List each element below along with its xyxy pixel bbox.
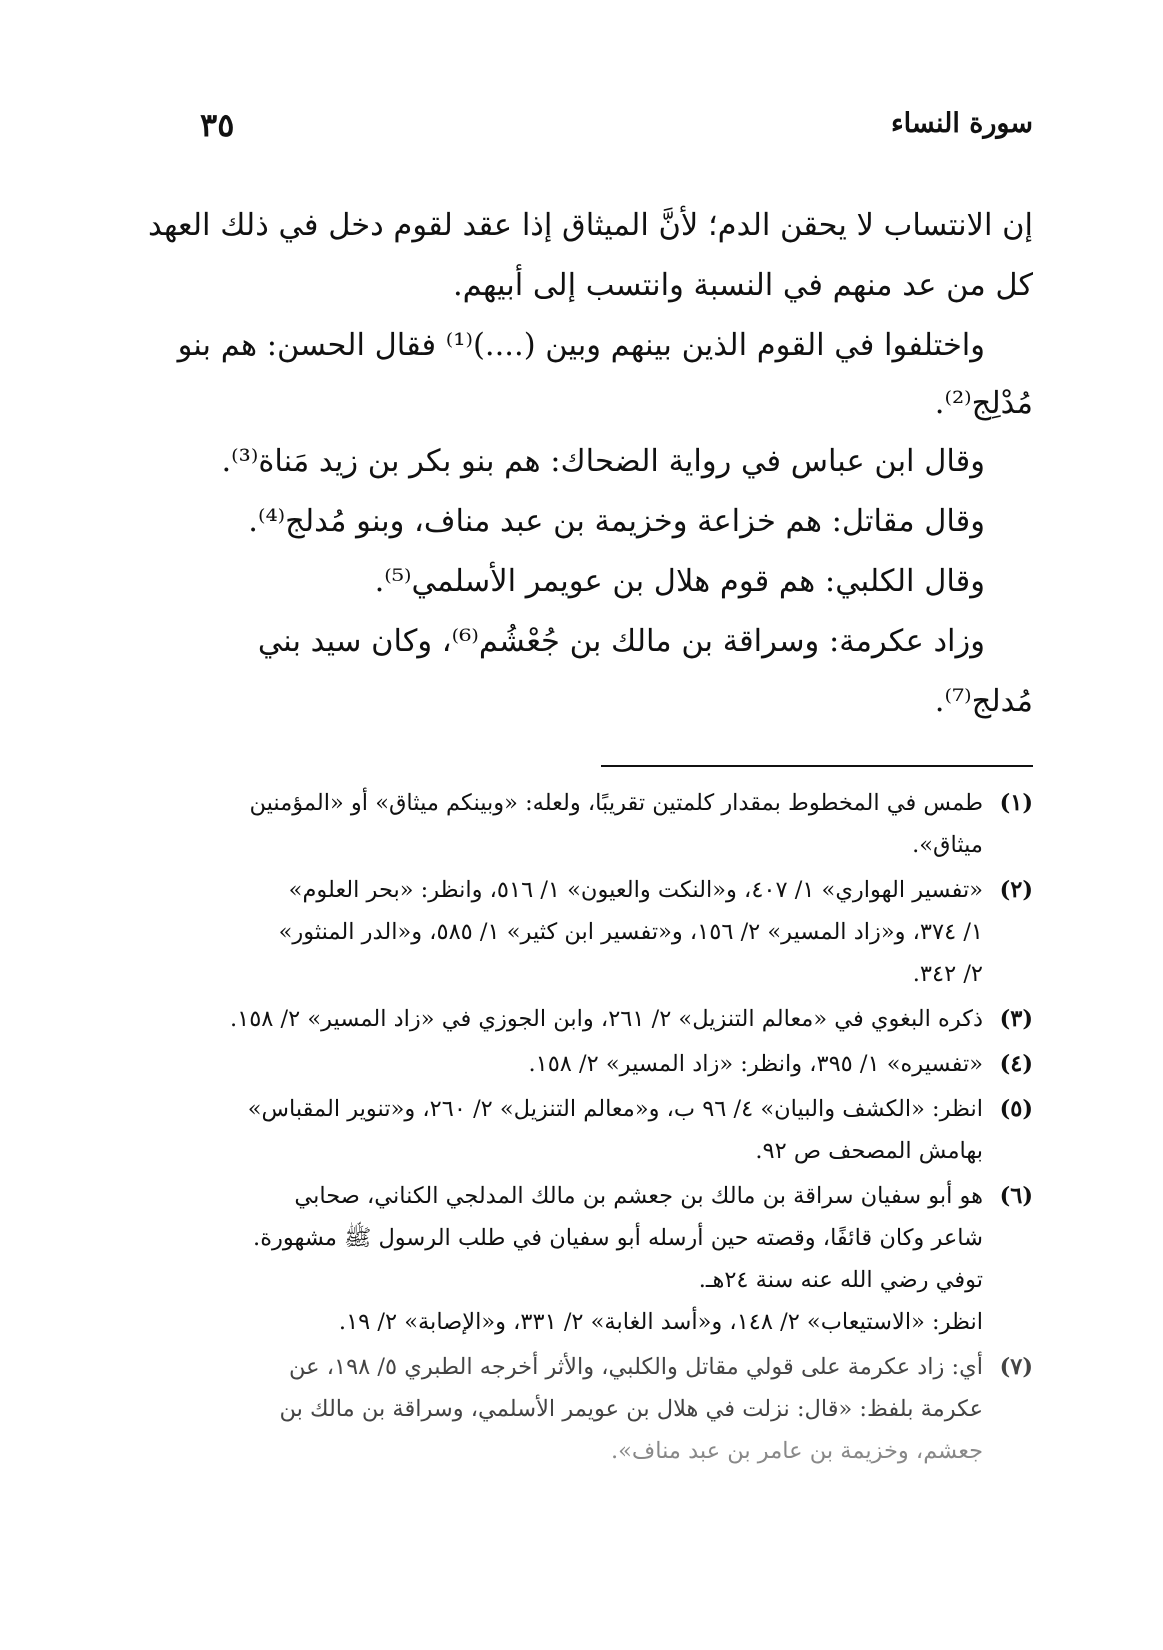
footnote-6: [130, 1175, 1033, 1343]
footnote-2: [130, 869, 1033, 995]
footnote-line: انظر: «الكشف والبيان» ٤/ ٩٦ ب، و«معالم التنزيل» ٢/ ٢٦٠، و«تنوير المقباس»: [247, 1096, 983, 1122]
footnote-number: (٦): [999, 1183, 1033, 1209]
page-header: [130, 108, 1033, 152]
footnote-4: [130, 1043, 1033, 1085]
footnote-separator: [601, 765, 1033, 767]
footnote-line: ذكره البغوي في «معالم التنزيل» ٢/ ٢٦١، وابن الجوزي في «زاد المسير» ٢/ ١٥٨.: [229, 1006, 983, 1032]
text-line: مُدْلِج⁽²⁾.: [934, 386, 1033, 421]
text-line: كل من عد منهم في النسبة وانتسب إلى أبيهم.: [452, 268, 1033, 303]
footnote-line: شاعر وكان قائفًا، وقصته حين أرسله أبو سفيان في طلب الرسول ﷺ مشهورة.: [253, 1225, 983, 1251]
footnote-1: [130, 782, 1033, 866]
text-line: وقال مقاتل: هم خزاعة وخزيمة بن عبد مناف، وبنو مُدلج⁽⁴⁾.: [248, 504, 985, 539]
footnote-line: «تفسيره» ١/ ٣٩٥، وانظر: «زاد المسير» ٢/ ١٥٨.: [528, 1051, 983, 1077]
footnote-number: (١): [999, 790, 1033, 816]
text-line: إن الانتساب لا يحقن الدم؛ لأنَّ الميثاق إذا عقد لقوم دخل في ذلك العهد: [147, 208, 1033, 243]
footnote-5: [130, 1088, 1033, 1172]
footnote-line: انظر: «الاستيعاب» ٢/ ١٤٨، و«أسد الغابة» ٢/ ٣٣١، و«الإصابة» ٢/ ١٩.: [338, 1309, 983, 1335]
footnote-number: (٢): [999, 877, 1033, 903]
footnote-line: جعشم، وخزيمة بن عامر بن عبد مناف».: [611, 1438, 983, 1464]
footnote-7: [130, 1346, 1033, 1472]
footnote-line: أي: زاد عكرمة على قولي مقاتل والكلبي، والأثر أخرجه الطبري ٥/ ١٩٨، عن: [289, 1354, 983, 1380]
footnote-number: (٤): [999, 1051, 1033, 1077]
footnote-line: عكرمة بلفظ: «قال: نزلت في هلال بن عويمر الأسلمي، وسراقة بن مالك بن: [279, 1396, 983, 1422]
page-number: ٣٥: [200, 106, 235, 144]
text-line: واختلفوا في القوم الذين بينهم وبين (....)⁽¹⁾ فقال الحسن: هم بنو: [177, 328, 985, 363]
footnote-line: توفي رضي الله عنه سنة ٢٤هـ.: [698, 1267, 983, 1293]
footnote-3: [130, 998, 1033, 1040]
main-text: [130, 196, 1033, 732]
surah-title: سورة النساء: [890, 108, 1033, 139]
footnote-number: (٧): [999, 1354, 1033, 1380]
text-line: وقال الكلبي: هم قوم هلال بن عويمر الأسلمي⁽⁵⁾.: [374, 564, 985, 599]
footnote-line: ٢/ ٣٤٢.: [912, 961, 983, 987]
footnote-line: طمس في المخطوط بمقدار كلمتين تقريبًا، ولعله: «وبينكم ميثاق» أو «المؤمنين: [249, 790, 983, 816]
text-line: مُدلج⁽⁷⁾.: [934, 684, 1033, 719]
footnote-line: ١/ ٣٧٤، و«زاد المسير» ٢/ ١٥٦، و«تفسير ابن كثير» ١/ ٥٨٥، و«الدر المنثور»: [278, 919, 983, 945]
footnotes: [130, 782, 1033, 1475]
footnote-line: هو أبو سفيان سراقة بن مالك بن جعشم بن مالك المدلجي الكناني، صحابي: [294, 1183, 983, 1209]
text-line: وقال ابن عباس في رواية الضحاك: هم بنو بكر بن زيد مَناة⁽³⁾.: [221, 444, 985, 479]
footnote-number: (٣): [999, 1006, 1033, 1032]
footnote-number: (٥): [999, 1096, 1033, 1122]
footnote-line: «تفسير الهواري» ١/ ٤٠٧، و«النكت والعيون» ١/ ٥١٦، وانظر: «بحر العلوم»: [288, 877, 983, 903]
text-line: وزاد عكرمة: وسراقة بن مالك بن جُعْشُم⁽⁶⁾، وكان سيد بني: [257, 624, 985, 659]
footnote-line: ميثاق».: [912, 832, 983, 858]
footnote-line: بهامش المصحف ص ٩٢.: [755, 1138, 983, 1164]
